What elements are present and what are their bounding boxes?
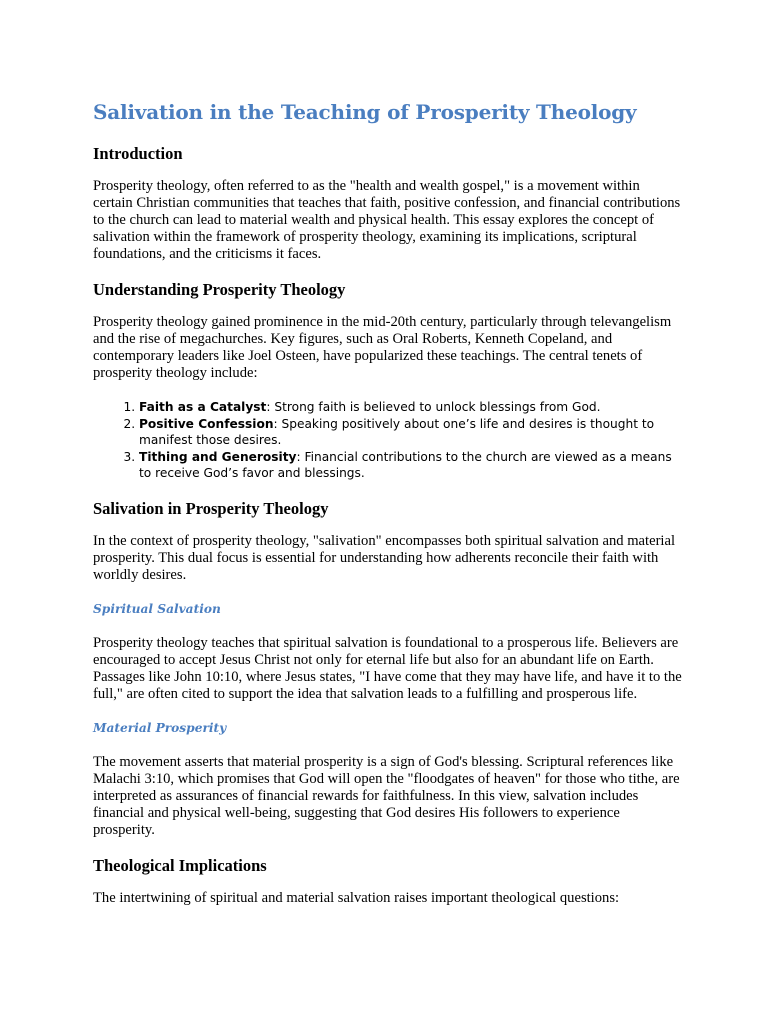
understanding-heading: Understanding Prosperity Theology: [93, 280, 346, 299]
salivation-heading: Salivation in Prosperity Theology: [93, 498, 329, 518]
spiritual-salvation-subheading: Spiritual Salvation: [93, 601, 221, 616]
list-item: [139, 449, 683, 482]
tenets-list: [93, 399, 683, 482]
material-prosperity-paragraph: The movement asserts that material prosperity is a sign of God's blessing. Scriptural references like Malachi 3:10, which promises that God will open the "floodgates of heaven" for those who tithe, are interpreted as assurances of financial rewards for faithfulness. In this view, salvation includes financial and physical well-being, suggesting that God desires His followers to experience prosperity.: [93, 753, 680, 838]
tenet-text: : Financial contributions to the church are viewed as a means to receive God’s favor and blessings.: [139, 449, 672, 480]
tenet-term: Faith as a Catalyst: [139, 400, 267, 414]
document-body: [93, 97, 683, 924]
tenet-term: Tithing and Generosity: [139, 449, 297, 464]
tenet-text: : Strong faith is believed to unlock blessings from God.: [266, 400, 601, 414]
tenet-text: : Speaking positively about one’s life and desires is thought to manifest those desires.: [139, 416, 655, 447]
list-item: [139, 399, 683, 416]
salivation-paragraph: In the context of prosperity theology, "salivation" encompasses both spiritual salvation and material prosperity. This dual focus is essential for understanding how adherents reconcile their faith with worldly desires.: [93, 532, 676, 583]
document-title: Salivation in the Teaching of Prosperity Theology: [93, 100, 637, 124]
list-item: [139, 416, 683, 449]
tenet-term: Positive Confession: [139, 416, 274, 431]
material-prosperity-subheading: Material Prosperity: [93, 720, 227, 735]
implications-heading: Theological Implications: [93, 855, 267, 875]
understanding-paragraph: Prosperity theology gained prominence in the mid-20th century, particularly through televangelism and the rise of megachurches. Key figures, such as Oral Roberts, Kenneth Copeland, and contemporary leaders like Joel Osteen, have popularized these teachings. The central tenets of prosperity theology include:: [93, 314, 672, 381]
implications-paragraph: The intertwining of spiritual and material salvation raises important theological questions:: [93, 889, 620, 906]
introduction-heading: Introduction: [93, 144, 183, 163]
spiritual-salvation-paragraph: Prosperity theology teaches that spiritual salvation is foundational to a prosperous life. Believers are encouraged to accept Jesus Christ not only for eternal life but also for an abundant life on Earth. Passages like John 10:10, where Jesus states, "I have come that they may have life, and have it to the full," are often cited to support the idea that salvation leads to a fulfilling and prosperous life.: [93, 634, 682, 702]
introduction-paragraph: Prosperity theology, often referred to as the "health and wealth gospel," is a movement within certain Christian communities that teaches that faith, positive confession, and financial contributions to the church can lead to material wealth and physical health. This essay explores the concept of salivation within the framework of prosperity theology, examining its implications, scriptural foundations, and the criticisms it faces.: [93, 178, 681, 262]
